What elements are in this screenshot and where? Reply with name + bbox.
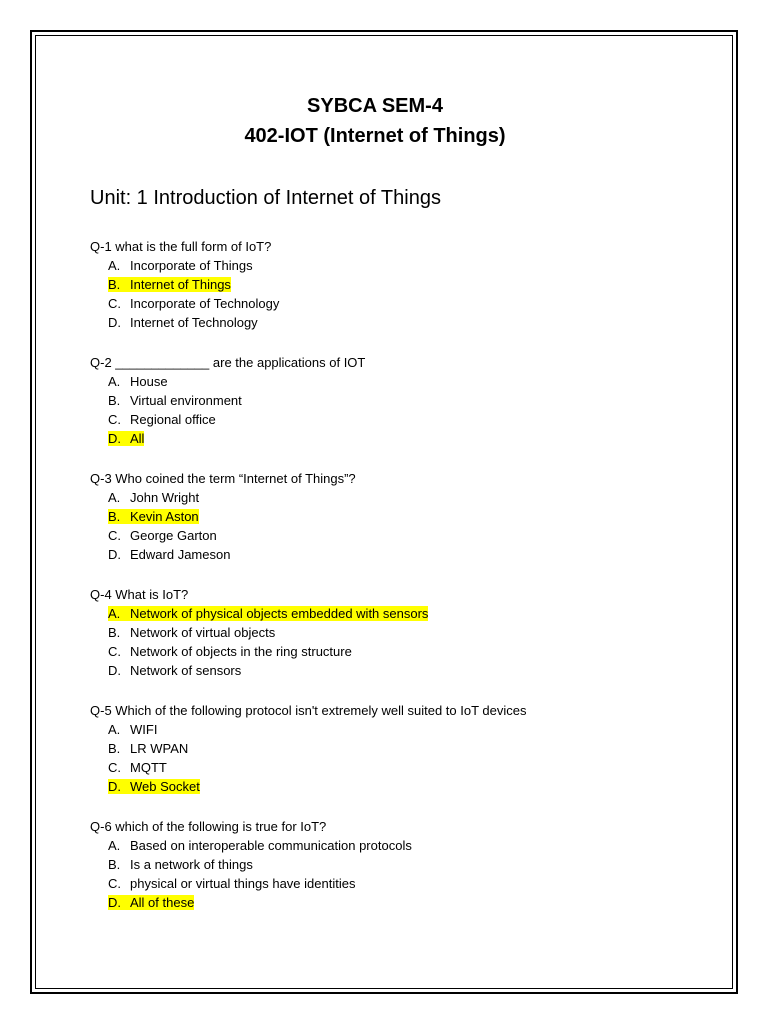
option-body — [90, 258, 253, 273]
option-text: Incorporate of Things — [130, 258, 253, 273]
option-list — [90, 604, 690, 680]
option-letter: A. — [108, 374, 121, 389]
option-list — [90, 256, 690, 332]
question-text: Q-4 What is IoT? — [90, 587, 189, 602]
question-text: Q-6 which of the following is true for IoT? — [90, 819, 327, 834]
option-text: Web Socket — [130, 779, 200, 794]
option-body — [90, 876, 355, 891]
option-body — [90, 741, 188, 756]
option — [90, 739, 690, 758]
answer-highlight — [108, 509, 199, 524]
option — [90, 313, 690, 332]
option-letter: B. — [108, 625, 121, 640]
document-title — [75, 92, 675, 150]
option-text: Kevin Aston — [130, 509, 199, 524]
option-body — [90, 722, 157, 737]
option-body — [90, 838, 412, 853]
option-letter: D. — [108, 431, 121, 446]
option-letter: B. — [108, 277, 121, 292]
option — [90, 488, 690, 507]
option — [90, 526, 690, 545]
option-letter: C. — [108, 296, 121, 311]
option — [90, 372, 690, 391]
question-6 — [90, 817, 690, 912]
option — [90, 545, 690, 564]
question-3 — [90, 469, 690, 564]
title-line-subject: 402-IOT (Internet of Things) — [244, 125, 506, 147]
answer-highlight — [108, 779, 200, 794]
title-line-course: SYBCA SEM-4 — [307, 95, 443, 117]
option-letter: D. — [108, 895, 121, 910]
option-letter: C. — [108, 876, 121, 891]
option-list — [90, 720, 690, 796]
option-text: Network of objects in the ring structure — [130, 644, 352, 659]
option — [90, 410, 690, 429]
option-text: Network of sensors — [130, 663, 242, 678]
option-text: Internet of Technology — [130, 315, 258, 330]
option-body — [90, 760, 167, 775]
option — [90, 855, 690, 874]
option — [90, 391, 690, 410]
option-text: House — [130, 374, 168, 389]
option-correct-answer — [90, 777, 690, 796]
option-body — [90, 393, 242, 408]
option-text: John Wright — [130, 490, 200, 505]
option-letter: D. — [108, 315, 121, 330]
option-body — [90, 374, 168, 389]
unit-heading: Unit: 1 Introduction of Internet of Things — [90, 187, 441, 209]
option-text: Edward Jameson — [130, 547, 231, 562]
option — [90, 642, 690, 661]
option-letter: C. — [108, 760, 121, 775]
option-body — [90, 490, 199, 505]
document-content — [90, 92, 690, 912]
option-text: LR WPAN — [130, 741, 189, 756]
option-body — [90, 296, 279, 311]
question-2 — [90, 353, 690, 448]
option — [90, 294, 690, 313]
question-list — [90, 237, 690, 912]
option-list — [90, 836, 690, 912]
option-list — [90, 488, 690, 564]
answer-highlight — [108, 277, 231, 292]
option-letter: B. — [108, 857, 121, 872]
option-letter: D. — [108, 779, 121, 794]
option-letter: A. — [108, 258, 121, 273]
option-text: Is a network of things — [130, 857, 253, 872]
question-4 — [90, 585, 690, 680]
option-text: physical or virtual things have identities — [130, 876, 356, 891]
option-letter: A. — [108, 722, 121, 737]
option-body — [90, 663, 241, 678]
answer-highlight — [108, 895, 194, 910]
option — [90, 758, 690, 777]
option-body — [90, 412, 216, 427]
option-correct-answer — [90, 507, 690, 526]
option-correct-answer — [90, 604, 690, 623]
option-text: Network of physical objects embedded with sensors — [130, 606, 429, 621]
option-text: WIFI — [130, 722, 158, 737]
option-correct-answer — [90, 893, 690, 912]
option-body — [90, 547, 230, 562]
option-body — [90, 625, 275, 640]
option-letter: D. — [108, 547, 121, 562]
option-text: Virtual environment — [130, 393, 242, 408]
option-letter: C. — [108, 644, 121, 659]
option — [90, 720, 690, 739]
question-text: Q-1 what is the full form of IoT? — [90, 239, 272, 254]
option-text: Regional office — [130, 412, 216, 427]
option-letter: A. — [108, 606, 121, 621]
option-correct-answer — [90, 275, 690, 294]
option-text: Incorporate of Technology — [130, 296, 280, 311]
question-text: Q-5 Which of the following protocol isn't extremely well suited to IoT devices — [90, 703, 527, 718]
option — [90, 874, 690, 893]
option — [90, 661, 690, 680]
answer-highlight — [108, 606, 428, 621]
option-correct-answer — [90, 429, 690, 448]
option-text: All — [130, 431, 145, 446]
option-body — [90, 528, 217, 543]
option-body — [90, 644, 352, 659]
answer-highlight — [108, 431, 144, 446]
option-letter: C. — [108, 528, 121, 543]
question-1 — [90, 237, 690, 332]
option-letter: A. — [108, 838, 121, 853]
option-text: Based on interoperable communication protocols — [130, 838, 412, 853]
option-text: George Garton — [130, 528, 217, 543]
question-5 — [90, 701, 690, 796]
option-text: All of these — [130, 895, 195, 910]
option-body — [90, 857, 253, 872]
question-text: Q-2 _____________ are the applications of IOT — [90, 355, 366, 370]
option-letter: B. — [108, 509, 121, 524]
option-list — [90, 372, 690, 448]
option-body — [90, 315, 258, 330]
question-text: Q-3 Who coined the term “Internet of Things”? — [90, 471, 356, 486]
option-text: MQTT — [130, 760, 167, 775]
option — [90, 836, 690, 855]
option — [90, 623, 690, 642]
option-letter: B. — [108, 393, 121, 408]
option-letter: A. — [108, 490, 121, 505]
option-letter: D. — [108, 663, 121, 678]
option-text: Network of virtual objects — [130, 625, 276, 640]
option — [90, 256, 690, 275]
option-letter: C. — [108, 412, 121, 427]
option-letter: B. — [108, 741, 121, 756]
option-text: Internet of Things — [130, 277, 231, 292]
